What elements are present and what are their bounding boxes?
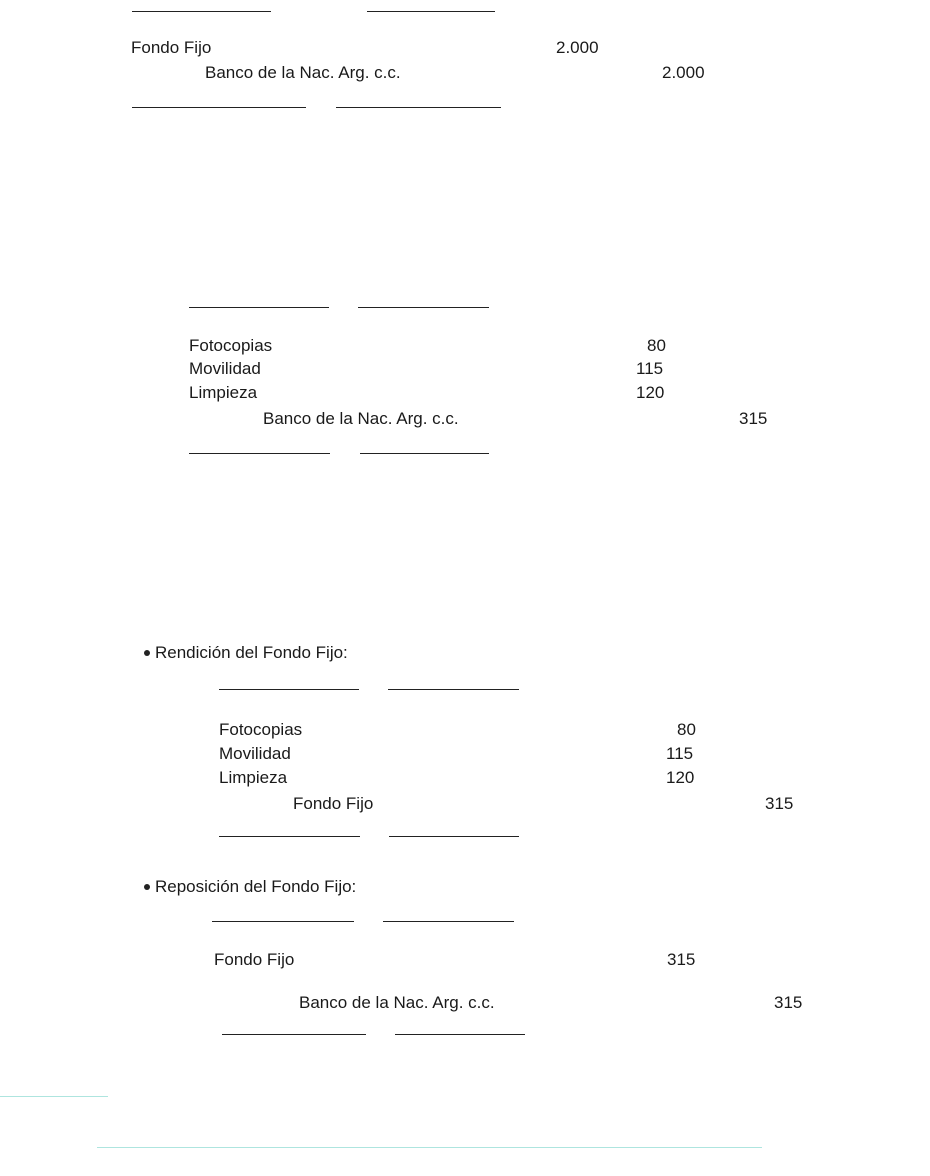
entry1-debit-amount: 2.000 — [556, 38, 599, 57]
bullet-icon — [144, 650, 150, 656]
entry1-credit-account: Banco de la Nac. Arg. c.c. — [205, 63, 401, 82]
rendicion-bottom-rule-left — [219, 836, 360, 837]
reposicion-bottom-rule-left — [222, 1034, 366, 1035]
entry2-line-2-account: Movilidad — [189, 359, 261, 378]
reposicion-credit-amount: 315 — [774, 993, 803, 1012]
entry2-line-1-account: Fotocopias — [189, 336, 273, 355]
entry1-top-rule-left — [132, 11, 271, 12]
rendicion-top-rule-left — [219, 689, 359, 690]
rendicion-bottom-rule-right — [389, 836, 519, 837]
entry2-top-rule-left — [189, 307, 329, 308]
rendicion-heading-text: Rendición del Fondo Fijo: — [155, 643, 348, 662]
entry1-credit-amount: 2.000 — [662, 63, 705, 82]
reposicion-debit-account: Fondo Fijo — [214, 950, 295, 969]
accent-divider-long — [97, 1147, 762, 1148]
rendicion-line-2-amount: 115 — [666, 744, 694, 763]
accent-divider-short — [0, 1096, 108, 1097]
entry1-debit-account: Fondo Fijo — [131, 38, 212, 57]
reposicion-heading — [144, 877, 356, 897]
entry2-top-rule-right — [358, 307, 489, 308]
entry2-bottom-rule-right — [360, 453, 489, 454]
reposicion-credit-account: Banco de la Nac. Arg. c.c. — [299, 993, 495, 1012]
entry1-bottom-rule-right — [336, 107, 501, 108]
entry2-bottom-rule-left — [189, 453, 330, 454]
entry2-line-3-account: Limpieza — [189, 383, 258, 402]
entry2-line-1-amount: 80 — [647, 336, 666, 355]
rendicion-credit-account: Fondo Fijo — [293, 794, 374, 813]
rendicion-top-rule-right — [388, 689, 519, 690]
reposicion-heading-text: Reposición del Fondo Fijo: — [155, 877, 357, 896]
reposicion-top-rule-left — [212, 921, 354, 922]
entry2-line-3-amount: 120 — [636, 383, 665, 402]
rendicion-line-1-amount: 80 — [677, 720, 696, 739]
rendicion-line-3-amount: 120 — [666, 768, 695, 787]
rendicion-line-1-account: Fotocopias — [219, 720, 303, 739]
rendicion-line-3-account: Limpieza — [219, 768, 288, 787]
entry1-bottom-rule-left — [132, 107, 306, 108]
entry2-line-2-amount: 115 — [636, 359, 664, 378]
reposicion-bottom-rule-right — [395, 1034, 525, 1035]
reposicion-top-rule-right — [383, 921, 514, 922]
entry1-top-rule-right — [367, 11, 495, 12]
rendicion-credit-amount: 315 — [765, 794, 794, 813]
entry2-credit-account: Banco de la Nac. Arg. c.c. — [263, 409, 459, 428]
bullet-icon — [144, 884, 150, 890]
entry2-credit-amount: 315 — [739, 409, 768, 428]
reposicion-debit-amount: 315 — [667, 950, 696, 969]
rendicion-line-2-account: Movilidad — [219, 744, 291, 763]
rendicion-heading — [144, 643, 348, 663]
